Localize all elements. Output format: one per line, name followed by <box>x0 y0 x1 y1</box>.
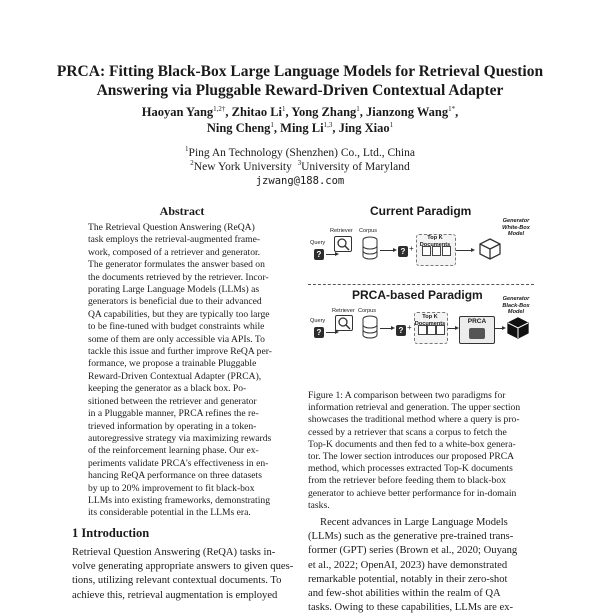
text-line: Top-K documents and then fed to a white-box genera- <box>308 438 516 450</box>
text-line: showcases the traditional method where a query is pro- <box>308 414 520 426</box>
author: Jing Xiao$^1$ <box>338 120 394 135</box>
text-line: and few-shot abilities within the realm of QA <box>308 588 501 600</box>
text-line: Recent advances in Large Language Models <box>320 517 508 528</box>
affiliation-2-3: $^2$New York University $^3$University of Maryland <box>190 159 410 173</box>
text-line: autoregressive strategy via maximizing rewards <box>88 432 272 444</box>
introduction-heading: 1 Introduction <box>72 526 150 540</box>
text-line: tions, utilizing relevant contextual documents. To <box>72 575 282 587</box>
text-line: volve generating appropriate answers to given ques- <box>72 561 294 573</box>
text-line: tasks. <box>308 499 330 511</box>
topk-label: Top K Documents <box>419 235 451 248</box>
right-column-body <box>308 516 534 615</box>
author: Ming Li$^{1,3}$, <box>280 120 339 135</box>
black-box-model-icon <box>506 316 530 340</box>
topk-label: Top K Documents <box>414 314 446 327</box>
text-line: to be fine-tuned with budget constraints while <box>88 321 265 333</box>
text-line: tackle this issue and further improve ReQA per- <box>88 346 272 358</box>
text-line: generators is beneficial due to their advanced <box>88 296 262 308</box>
plus-icon: + <box>407 323 412 332</box>
author: Yong Zhang$^1$, <box>291 104 367 119</box>
abstract-heading: Abstract <box>159 204 205 218</box>
prca-label: PRCA <box>467 318 487 325</box>
text-line: periments validate PRCA's effectiveness in en- <box>88 457 269 469</box>
retriever-icon <box>334 236 352 252</box>
query-icon: ? <box>314 249 324 260</box>
text-line: task employs the retrieval-augmented frame- <box>88 234 261 246</box>
query-icon: ? <box>398 246 408 257</box>
retriever-label: Retriever <box>330 228 353 234</box>
current-paradigm-title: Current Paradigm <box>370 204 472 218</box>
text-line: former (GPT) series (Brown et al., 2020; Ouyang <box>308 545 518 557</box>
generator-black-label: Generator Black-Box Model <box>502 296 530 315</box>
text-line: sitioned between the retriever and generator <box>88 395 257 407</box>
text-line: (LLMs) such as the generative pre-trained trans- <box>308 531 514 543</box>
retriever-label: Retriever <box>332 308 355 314</box>
generator-arrow <box>456 250 472 251</box>
text-line: of the reinforcement learning phase. Our ex- <box>88 445 259 457</box>
query-icon: ? <box>396 325 406 336</box>
author-list <box>40 104 560 136</box>
query-icon: ? <box>314 327 324 338</box>
author: Ning Cheng$^1$, <box>206 120 281 135</box>
text-line: its considerable potential in the LLMs era. <box>88 507 251 519</box>
white-box-model-icon <box>478 237 502 261</box>
text-line: achieve this, retrieval augmentation is employed <box>72 589 278 601</box>
text-line: method, which processes extracted Top-K documents <box>308 463 513 475</box>
text-line: work, composed of a retriever and generator. <box>88 246 261 258</box>
text-line: hancing ReQA performance on three datasets <box>88 470 262 482</box>
text-line: keeping the generator as a black box. Po- <box>88 383 247 395</box>
text-line: The Retrieval Question Answering (ReQA) <box>88 222 255 233</box>
text-line: in a Pluggable manner, PRCA refines the re- <box>88 408 259 420</box>
query-label: Query <box>310 240 326 246</box>
author: Haoyan Yang$^{1,2\dagger}$, <box>141 104 232 119</box>
text-line: some of them are only accessible via APIs. To <box>88 333 265 345</box>
corpus-database-icon <box>362 315 378 339</box>
text-line: tasks. Owing to these capabilities, LLMs are ex- <box>308 602 514 614</box>
query-label: Query <box>310 318 326 324</box>
text-line: from the retriever before feeding them to black-box <box>308 475 506 487</box>
text-line: et al., 2022; OpenAI, 2023) have demonstrated <box>308 559 508 571</box>
corpus-label: Corpus <box>359 228 378 234</box>
corpus-database-icon <box>362 236 378 260</box>
text-line: the documents retrieved by the retriever. Incor- <box>88 271 269 283</box>
abstract-body <box>88 222 283 520</box>
paradigm-divider <box>308 284 534 285</box>
text-line: by up to 20% improvement to fit black-box <box>88 482 255 494</box>
prca-adapter-box <box>459 316 495 344</box>
generator-arrow <box>495 328 503 329</box>
figure-1 <box>308 204 534 382</box>
text-line: QA capabilities, but they are typically too large <box>88 308 270 320</box>
text-line: tor. The lower section introduces our proposed PRCA <box>308 451 515 463</box>
generator-white-label: Generator White-Box Model <box>502 218 530 237</box>
corpus-arrow <box>380 250 394 251</box>
text-line: trieved information by operating in a token- <box>88 420 257 432</box>
affiliation-1: $^1$Ping An Technology (Shenzhen) Co., Ltd., China <box>185 145 415 159</box>
text-line: generator to achieve better performance for in-domain <box>308 487 517 499</box>
text-line: Reward-Driven Contextual Adapter (PRCA), <box>88 370 262 382</box>
text-line: information retrieval and generation. The upper section <box>308 402 521 414</box>
text-line: formance, we propose a trainable Pluggable <box>88 358 257 370</box>
text-line: cessed by a retriever that scans a corpus to fetch the <box>308 426 507 438</box>
corpus-arrow <box>380 328 392 329</box>
contact-email[interactable]: jzwang@188.com <box>255 175 345 187</box>
text-line: The generator formulates the answer based on <box>88 259 265 271</box>
affiliations <box>40 146 560 188</box>
prca-chip-icon <box>469 328 485 339</box>
plus-icon: + <box>409 244 414 253</box>
text-line: porating Large Language Models (LLMs) as <box>88 284 260 296</box>
text-line: Retrieval Question Answering (ReQA) tasks in- <box>72 547 276 558</box>
corpus-label: Corpus <box>358 308 377 314</box>
prca-arrow <box>448 328 456 329</box>
retriever-icon <box>335 315 353 331</box>
figure-caption <box>308 390 534 512</box>
text-line: Figure 1: A comparison between two paradigms for <box>308 390 506 401</box>
text-line: remarkable potential, notably in their zero-shot <box>308 573 508 585</box>
query-arrow <box>326 254 336 255</box>
author: Zhitao Li$^1$, <box>231 104 292 119</box>
prca-paradigm-title: PRCA-based Paradigm <box>352 288 483 302</box>
introduction-body <box>72 546 294 603</box>
author: Jianzong Wang$^{1*}$, <box>366 104 459 119</box>
paper-title: PRCA: Fitting Black-Box Large Language Models for Retrieval Question Answering via Pluggable Reward-Driven Contextual Adapter <box>56 63 544 99</box>
query-arrow <box>326 332 336 333</box>
text-line: LLMs into existing frameworks, demonstrating <box>88 494 270 506</box>
